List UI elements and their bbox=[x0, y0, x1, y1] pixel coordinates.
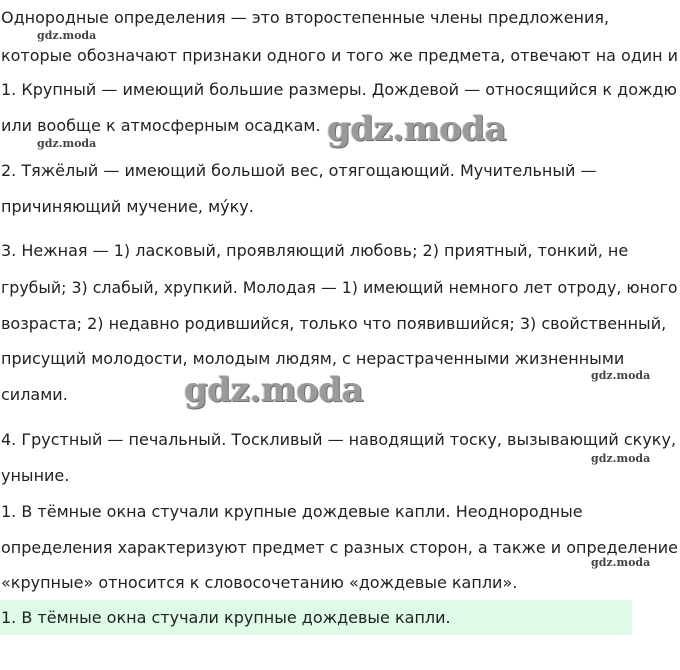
watermark-small: gdz.moda bbox=[591, 556, 651, 569]
text-line: Однородные определения — это второстепенные члены предложения, bbox=[1, 8, 610, 27]
text-line: причиняющий мучение, му́ку. bbox=[1, 197, 254, 216]
text-line: уныние. bbox=[1, 466, 70, 485]
watermark-small: gdz.moda bbox=[591, 369, 651, 382]
text-line: 2. Тяжёлый — имеющий большой вес, отягощающий. Мучительный — bbox=[1, 161, 597, 180]
watermark-large: gdz.moda bbox=[327, 109, 507, 149]
text-line: 3. Нежная — 1) ласковый, проявляющий любовь; 2) приятный, тонкий, не bbox=[1, 241, 629, 260]
text-line: которые обозначают признаки одного и того же предмета, отвечают на один и bbox=[1, 46, 678, 65]
text-line: присущий молодости, молодым людям, с нерастраченными жизненными bbox=[1, 349, 625, 368]
text-line: грубый; 3) слабый, хрупкий. Молодая — 1) имеющий немного лет отроду, юного bbox=[1, 278, 678, 297]
watermark-large: gdz.moda bbox=[184, 370, 364, 410]
text-line: определения характеризуют предмет с разных сторон, а также и определение bbox=[1, 538, 679, 557]
text-line: 1. Крупный — имеющий большие размеры. Дождевой — относящийся к дождю bbox=[1, 80, 677, 99]
text-line: или вообще к атмосферным осадкам. bbox=[1, 116, 321, 135]
watermark-small: gdz.moda bbox=[37, 29, 97, 42]
text-line: «крупные» относится к словосочетанию «дождевые капли». bbox=[1, 573, 518, 592]
text-line: 1. В тёмные окна стучали крупные дождевые капли. Неоднородные bbox=[1, 502, 583, 521]
text-line: возраста; 2) недавно родившийся, только что появившийся; 3) свойственный, bbox=[1, 314, 667, 333]
text-line: силами. bbox=[1, 385, 68, 404]
text-line: 4. Грустный — печальный. Тоскливый — наводящий тоску, вызывающий скуку, bbox=[1, 430, 677, 449]
watermark-small: gdz.moda bbox=[591, 452, 651, 465]
answer-line: 1. В тёмные окна стучали крупные дождевые капли. bbox=[1, 608, 451, 627]
watermark-small: gdz.moda bbox=[37, 137, 97, 150]
